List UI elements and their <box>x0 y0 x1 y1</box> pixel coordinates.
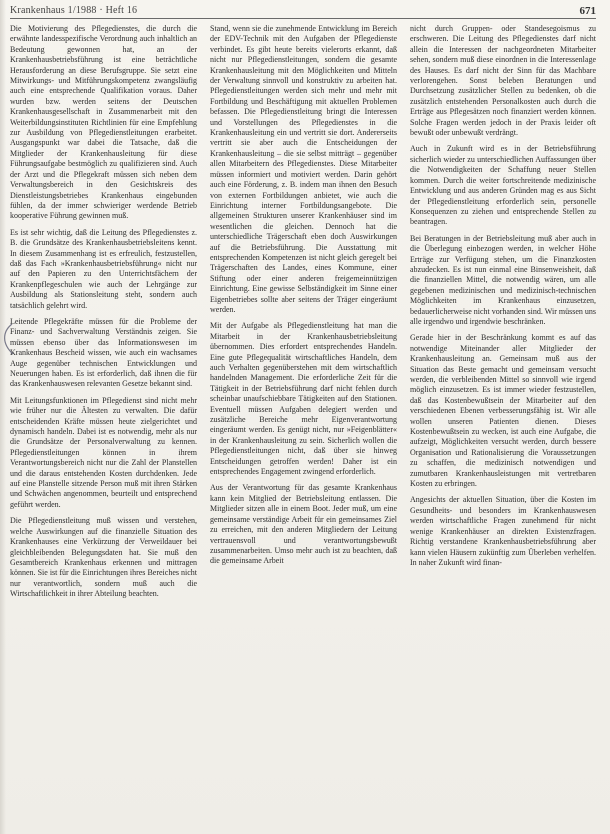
journal-title: Krankenhaus 1/1988 · Heft 16 <box>10 5 138 16</box>
margin-pencil-mark-icon <box>0 322 20 356</box>
paragraph: Auch in Zukunft wird es in der Betriebsführung sicherlich wieder zu unterschiedlichen Auffassungen über die Notwendigkeiten der Schaffung neuer Stellen kommen. Durch die weiter fortschreitende medizinische Entwicklung und aus anderen Gründen mag es aus Sicht der Pflegedienstleitung erforderlich sein, personelle Konsequenzen zu ziehen und entsprechende Stellen zu beantragen. <box>410 144 596 227</box>
paragraph: Es ist sehr wichtig, daß die Leitung des Pflegedienstes z. B. die Grundsätze des Krankenhausbetriebsleitens kennt. In diesem Zusammenhang ist es erfreulich, festzustellen, daß das Fach »Krankenhausbetriebsführung« nicht nur auf den Papieren zu den Unterrichtsfächern der Krankenpflegeschulen wie auch der Lehrgänge zur Ausbildung als Stationsleitung steht, sondern auch tatsächlich gelehrt wird. <box>10 227 197 310</box>
running-header <box>10 4 596 18</box>
paragraph: Mit Leitungsfunktionen im Pflegedienst sind nicht mehr wie früher nur die Ältesten zu verwalten. Die dafür entscheidenden Kräfte müssen heute zielgerichtet und dynamisch handeln. Dabei ist es notwendig, mehr als nur die Grundsätze der Personalverwaltung zu kennen. Pflegedienstleitungen können in ihrem Verantwortungsbereich nicht nur die Zahl der Planstellen und die daraus entstehenden Kosten durchdenken. Jede auf eine Planstelle sitzende Person muß mit ihren Stärken und Schwächen angenommen, beurteilt und entsprechend geführt werden. <box>10 395 197 509</box>
paragraph: Angesichts der aktuellen Situation, über die Kosten im Gesundheits- und besonders im Krankenhauswesen werden wirtschaftliche Fragen zunehmend für nicht wenige Krankenhäuser an direkten Existenzfragen. Richtig verstandene Krankenhausbetriebsführung aber kann vielen Häusern zukünftig zum Überleben verhelfen. In naher Zukunft wird finan- <box>410 495 596 567</box>
paragraph: Die Pflegedienstleitung muß wissen und verstehen, welche Auswirkungen auf die finanzielle Situation des Krankenhauses eine Verkürzung der Verweildauer bei gleichbleibenden Belegungsdaten hat. Sie muß den Gesamtbereich Krankenhaus erkennen und mittragen können. Sie ist für die Einrichtungen ihres Bereiches nicht nur verantwortlich, sondern muß auch die Wirtschaftlichkeit in ihrer Abteilung beachten. <box>10 516 197 599</box>
paragraph: Stand, wenn sie die zunehmende Entwicklung im Bereich der EDV-Technik mit den Aufgaben der Pflegedienste verbindet. Es gibt heute bereits vielerorts erkannt, daß nicht nur Pflegedienstleitungen, sondern die gesamte Krankenhausleitung mit den Möglichkeiten und Mitteln der Verwaltung sinnvoll und konstruktiv zu arbeiten hat. Pflegedienstleitungen werden sich mehr und mehr mit Fortbildung und Beschäftigung mit aktuellen Problemen befassen. Die Pflegedienstleitung bringt die Interessen und Vorstellungen des Pflegedienstes in die Krankenhausleitung ein und vertritt sie dort. Andererseits vertritt sie aber auch die Entscheidungen der Krankenhausleitung – die sie selbst mitträgt – gegenüber allen Mitarbeitern des Pflegedienstes. Diese Mitarbeiter müssen informiert und motiviert werden. Darin gehört auch eine Förderung, z. B. indem man ihnen den Besuch von externen Fortbildungen anbietet, wie auch die Einrichtung interner Fortbildungsangebote. Die allgemeinen Strukturen unserer Krankenhäuser sind im wesentlichen die gleichen. Dennoch hat die unterschiedliche Trägerschaft eben doch Auswirkungen auf die Betriebsführung. Die Ausstattung mit entsprechenden Kompetenzen ist nicht gleich geregelt bei Trägerschaften des Landes, eines Kommune, einer Stiftung oder einer anderen freigemeinnützigen Einrichtung. Eine gewisse Selbständigkeit im Sinne einer Eigenbetriebes sollte aber seitens der Träger eingeräumt werden. <box>210 24 397 314</box>
page-number: 671 <box>579 5 596 17</box>
column-3 <box>410 24 596 816</box>
column-2 <box>210 24 397 816</box>
paragraph: Aus der Verantwortung für das gesamte Krankenhaus kann kein Mitglied der Betriebsleitung entlassen. Die Mitglieder sitzen alle in einem Boot. Jeder muß, um eine gemeinsame verständige Arbeit für ein gemeinsames Ziel zu erreichen, mit den anderen Mitgliedern der Leitung vertrauensvoll und verantwortungsbewußt zusammenarbeiten. Umso mehr auch ist zu beachten, daß die gemeinsame Arbeit <box>210 483 397 566</box>
paragraph: Leitende Pflegekräfte müssen für die Probleme der Finanz- und Sachverwaltung Verständnis zeigen. Sie müssen ebenso über das Informationswesen im Krankenhaus Bescheid wissen, wie auch ein wachsames Auge gegenüber technischen Entwicklungen und Neuerungen haben. Es ist erforderlich, daß ihnen die für das Krankenhauswesen relevanten Gesetze bekannt sind. <box>10 316 197 389</box>
paragraph: Die Motivierung des Pflegedienstes, die durch die erwähnte landesspezifische Verordnung auch inhaltlich an Bedeutung gewonnen hat, an der Krankenhausbetriebsführung ist eine beträchtliche Herausforderung an diese Berufsgruppe. Sie setzt eine Mitwirkungs- und Mitführungskompetenz zwangsläufig auch eine entsprechende Qualifikation voraus. Daher wurden bzw. werden seitens der Deutschen Krankenhausgesellschaft in Zusammenarbeit mit den Weiterbildungsinstituten Richtlinien für eine Empfehlung zur Ausbildung von Pflegedienstleitungen erarbeitet. Ausgangspunkt war dabei die Tatsache, daß die Mitglieder der Krankenhausleitung für diese Führungsaufgabe bestmöglich zu qualifizieren sind. Auch der Arzt und die Pflegekraft müssen sich neben dem Verwaltungsbereich in den Gesichtskreis des Dienstleistungsbetriebes Krankenhaus eingebunden fühlen, da der immer schwieriger werdende Betrieb kooperative Führung gewinnen muß. <box>10 24 197 221</box>
header-rule <box>10 18 596 19</box>
paragraph: Gerade hier in der Beschränkung kommt es auf das notwendige Miteinander aller Mitglieder der Krankenhausleitung an. Gemeinsam muß aus der Situation das Beste gemacht und gemeinsam versucht werden, die verbleibenden Mittel so sinnvoll wie irgend möglich einzusetzen. Es ist immer wieder festzustellen, daß das Kostenbewußtsein der Mitarbeiter auf den verschiedenen Ebenen verbesserungsfähig ist. Wir alle wollen unseren Patienten dienen. Dieses Kostenbewußtsein zu wecken, ist auch eine Aufgabe, die aufzeigt, Möglichkeiten versucht werden, durch bessere Organisation und Rationalisierung die Voraussetzungen zu schaffen, die medizinisch notwendigen und zumutbaren Krankenhausleistungen mit vertretbaren Kosten zu erbringen. <box>410 333 596 489</box>
paragraph: Mit der Aufgabe als Pflegedienstleitung hat man die Mitarbeit in der Krankenhausbetriebsleitung übernommen. Dies erfordert entsprechendes Handeln. Eine gute Pflegequalität wirtschaftliches Handeln, dem auch Verhalten gegenüberstehen mit dem wirtschaftlich handelnden Management. Die erforderliche Zeit für die Tätigkeit in der Betriebsführung darf nicht fehlen durch scheinbar unaufschiebbare Tätigkeiten auf den Stationen. Eventuell müssen Aufgaben delegiert werden und zusätzliche Bereiche mehr Eigenverantwortung eingeräumt werden. Es genügt nicht, nur »Feigenblätter« in der Krankenhausleitung zu sein. Sicherlich wollen die Pflegedienstleitungen nicht, daß über sie hinweg Entscheidungen getroffen werden! Daher ist ein entsprechendes Engagement zwingend erforderlich. <box>210 321 397 477</box>
paragraph: nicht durch Gruppen- oder Standesegoismus zu erschweren. Die Leitung des Pflegedienstes darf nicht allein die Interessen der nachgeordneten Mitarbeiter sehen, sondern muß diese einordnen in die Interessenlage des Hauses. Es darf nicht der Sinn für das Machbare verlorengehen. Sonst beleben Beratungen und Durchsetzung zusätzlicher Stellen zu bedenken, ob die zusätzlich entstehenden Personalkosten auch durch die Erträge aus Pflegesätzen noch finanziert werden können. Solche Fragen werden jedoch in der Praxis leider oft bewußt oder unbewußt verdrängt. <box>410 24 596 138</box>
column-1 <box>10 24 197 816</box>
paragraph: Bei Beratungen in der Betriebsleitung muß aber auch in die Überlegung einbezogen werden, in welcher Höhe Erträge zur Verfügung stehen, um die Finanzkosten abzudecken. Es ist nun einmal eine Binsenweisheit, daß die finanziellen Mittel, die notwendig wären, um alle gegebenen medizinischen und medizinisch-technischen Möglichkeiten im Krankenhaus einzusetzen, bedauerlicherweise nicht vorhanden sind. Wir müssen uns alle irgendwo und irgendwie beschränken. <box>410 233 596 326</box>
binding-shadow <box>0 0 6 834</box>
